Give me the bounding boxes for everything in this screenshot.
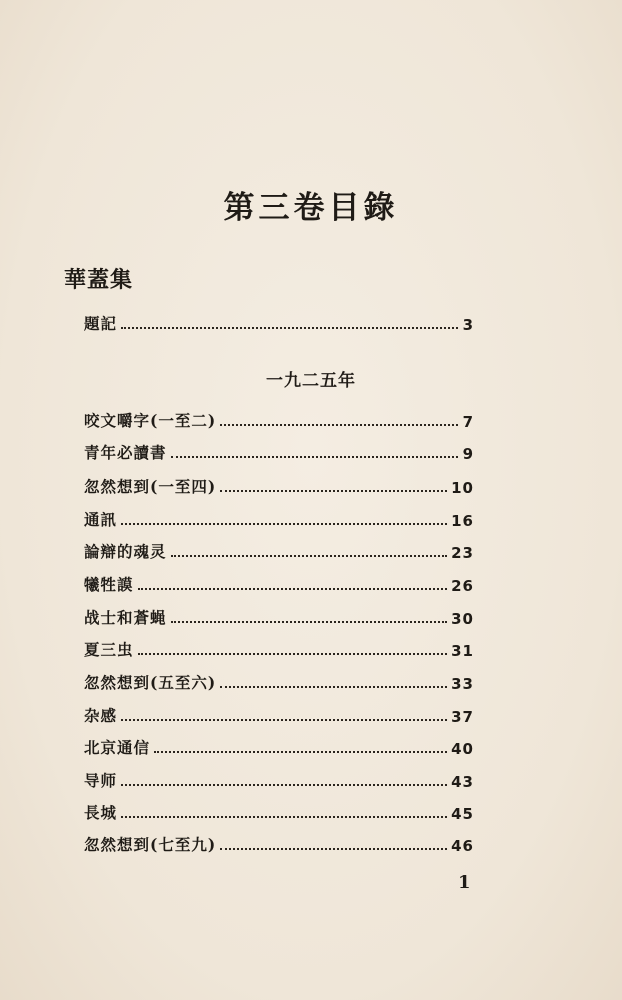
toc-entry-page: 23 (451, 544, 474, 562)
leader-dots (154, 750, 447, 753)
leader-dots (220, 685, 447, 688)
toc-entry (84, 571, 474, 595)
toc-entry-page: 3 (462, 316, 474, 334)
toc-entry (84, 702, 474, 726)
toc-entry-title: 咬文嚼字(一至二) (84, 411, 217, 430)
toc-entry-page: 30 (451, 610, 474, 628)
toc-entry-page: 46 (451, 837, 474, 855)
leader-dots (138, 587, 448, 590)
leader-dots (220, 423, 458, 426)
toc-entry-page: 40 (451, 740, 474, 758)
leader-dots (121, 522, 447, 525)
year-heading: 一九二五年 (266, 371, 356, 391)
toc-entry (84, 799, 474, 823)
toc-entry (84, 506, 474, 530)
leader-dots (121, 783, 447, 786)
toc-entry-title: 忽然想到(一至四) (84, 477, 217, 496)
page-number: 1 (458, 872, 471, 893)
leader-dots (171, 455, 458, 458)
toc-entry-page: 33 (451, 675, 474, 693)
toc-entry-title: 北京通信 (84, 738, 151, 757)
toc-entry (84, 407, 474, 431)
toc-entry (84, 767, 474, 791)
toc-entry-page: 16 (451, 512, 474, 530)
toc-entry-title: 犧牲謨 (84, 575, 134, 594)
toc-entry-page: 45 (451, 805, 474, 823)
leader-dots (121, 815, 447, 818)
toc-entry (84, 734, 474, 758)
toc-entry-page: 26 (451, 577, 474, 595)
toc-entry (84, 439, 474, 463)
toc-entry-preface (84, 310, 474, 334)
toc-entry-page: 9 (462, 445, 474, 463)
toc-entry (84, 831, 474, 855)
leader-dots (171, 554, 448, 557)
toc-entry (84, 669, 474, 693)
toc-entry-title: 战士和蒼蝇 (84, 608, 167, 627)
leader-dots (171, 620, 448, 623)
page-title: 第三卷目錄 (223, 190, 399, 226)
toc-entry-title: 青年必讀書 (84, 443, 167, 462)
toc-entry-title: 忽然想到(五至六) (84, 673, 217, 692)
toc-entry (84, 473, 474, 497)
toc-entry-title: 夏三虫 (84, 640, 134, 659)
toc-entry-page: 31 (451, 642, 474, 660)
leader-dots (220, 847, 447, 850)
toc-entry (84, 604, 474, 628)
leader-dots (220, 489, 447, 492)
toc-entry-title: 忽然想到(七至九) (84, 835, 217, 854)
collection-heading: 華蓋集 (64, 267, 134, 293)
toc-entry-title: 导师 (84, 771, 118, 790)
toc-entry-title: 長城 (84, 803, 118, 822)
toc-entry (84, 538, 474, 562)
leader-dots (121, 718, 447, 721)
leader-dots (121, 326, 458, 329)
toc-entry-title: 題記 (84, 314, 118, 333)
leader-dots (138, 652, 448, 655)
toc-entry-title: 論辯的魂灵 (84, 542, 167, 561)
toc-entry-page: 37 (451, 708, 474, 726)
toc-entry-title: 杂感 (84, 706, 118, 725)
toc-entry-page: 10 (451, 479, 474, 497)
toc-entry-page: 7 (462, 413, 474, 431)
toc-entry (84, 636, 474, 660)
toc-entry-page: 43 (451, 773, 474, 791)
toc-entry-title: 通訊 (84, 510, 118, 529)
